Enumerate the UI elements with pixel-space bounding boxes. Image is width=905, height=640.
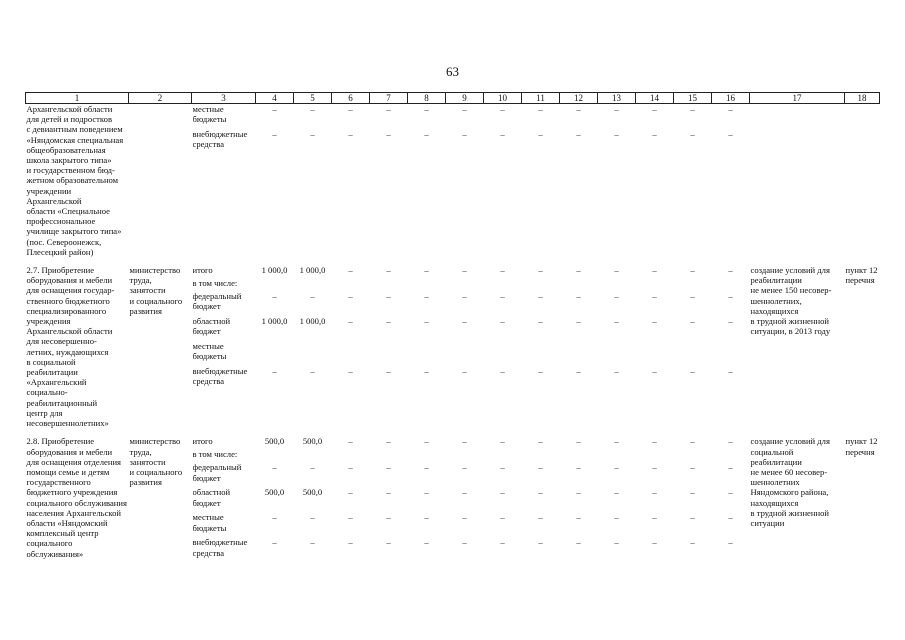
value-col-6: [332, 104, 370, 258]
value-cell: –: [386, 366, 391, 377]
value-cell: –: [728, 366, 733, 377]
value-cell: –: [310, 366, 315, 377]
value-cell: [409, 278, 445, 291]
value-cell: –: [462, 104, 467, 114]
value-col-9: [446, 436, 484, 562]
value-col-13: [598, 436, 636, 562]
value-cell: –: [310, 512, 315, 523]
value-col-14: [636, 265, 674, 428]
value-cell: –: [500, 462, 505, 473]
value-cell: [675, 341, 711, 366]
value-cell: –: [272, 291, 277, 302]
value-cell: –: [614, 436, 619, 447]
value-cell: [637, 449, 673, 462]
value-cell: 1 000,0: [299, 265, 326, 276]
value-cell: –: [576, 366, 581, 377]
value-col-4: [256, 265, 294, 428]
value-col-5: [294, 265, 332, 428]
value-cell: –: [728, 291, 733, 302]
value-col-12: [560, 265, 598, 428]
value-cell: –: [614, 316, 619, 327]
value-cell: –: [690, 462, 695, 473]
value-cell: –: [348, 462, 353, 473]
value-cell: –: [500, 291, 505, 302]
table-row: [26, 436, 880, 562]
header-col-5: 5: [294, 93, 332, 104]
value-col-14: [636, 104, 674, 258]
value-cell: –: [690, 436, 695, 447]
funding-source-label: итого: [192, 265, 213, 276]
value-cell: –: [500, 265, 505, 276]
measure-name: 2.7. Приобретение оборудования и мебели для оснащения государ- ственного бюджетного специализированного учреждения Архангельской области для несовершенно- летних, нуждающихся в социальной реабилитации «Архангельский социально- реабилитационный центр для несовершеннолетних»: [26, 265, 115, 429]
value-col-13: [598, 104, 636, 258]
value-cell: –: [614, 462, 619, 473]
value-cell: –: [652, 487, 657, 498]
value-cell: –: [348, 436, 353, 447]
value-cell: 500,0: [302, 436, 323, 447]
value-cell: –: [690, 291, 695, 302]
header-col-13: 13: [598, 93, 636, 104]
value-col-7: [370, 104, 408, 258]
value-cell: [333, 449, 369, 462]
value-cell: –: [500, 366, 505, 377]
value-cell: [675, 449, 711, 462]
value-cell: –: [386, 265, 391, 276]
value-cell: –: [348, 104, 353, 114]
reference: [845, 104, 880, 258]
value-cell: –: [348, 265, 353, 276]
value-cell: –: [424, 366, 429, 377]
value-cell: [485, 449, 521, 462]
header-col-10: 10: [484, 93, 522, 104]
header-row: [26, 93, 880, 104]
value-cell: –: [348, 316, 353, 327]
value-col-15: [674, 104, 712, 258]
value-cell: –: [424, 104, 429, 114]
value-cell: –: [652, 291, 657, 302]
value-cell: –: [538, 291, 543, 302]
value-cell: –: [348, 366, 353, 377]
executor: министерство труда, занятости и социального развития: [129, 265, 183, 316]
value-cell: –: [386, 436, 391, 447]
value-cell: [409, 341, 445, 366]
value-cell: –: [614, 104, 619, 114]
header-col-1: 1: [26, 93, 129, 104]
value-cell: [523, 449, 559, 462]
value-cell: –: [310, 104, 315, 114]
value-cell: [409, 449, 445, 462]
value-cell: –: [614, 487, 619, 498]
value-cell: –: [500, 316, 505, 327]
value-cell: –: [310, 462, 315, 473]
value-cell: [295, 341, 331, 366]
value-cell: [523, 278, 559, 291]
value-cell: –: [272, 104, 277, 114]
value-cell: –: [690, 366, 695, 377]
value-cell: –: [462, 537, 467, 548]
value-cell: –: [652, 366, 657, 377]
value-col-16: [712, 436, 750, 562]
value-cell: [333, 278, 369, 291]
value-cell: [371, 449, 407, 462]
funding-source-label: местные бюджеты: [192, 341, 227, 362]
funding-source-label: внебюджетные средства: [192, 366, 248, 387]
value-cell: –: [652, 537, 657, 548]
funding-source-label: в том числе:: [192, 278, 238, 289]
value-col-12: [560, 104, 598, 258]
value-cell: –: [424, 487, 429, 498]
funding-source-label: местные бюджеты: [192, 104, 227, 125]
value-cell: [257, 278, 293, 291]
value-cell: –: [272, 512, 277, 523]
value-cell: –: [652, 512, 657, 523]
value-cell: –: [652, 436, 657, 447]
table-row: [26, 104, 880, 258]
value-cell: –: [348, 129, 353, 139]
value-cell: –: [728, 129, 733, 139]
value-cell: [713, 278, 749, 291]
value-cell: –: [310, 129, 315, 139]
value-cell: –: [690, 265, 695, 276]
row-gap: [26, 428, 880, 436]
value-cell: –: [500, 436, 505, 447]
value-cell: –: [462, 462, 467, 473]
executor: министерство труда, занятости и социального развития: [129, 436, 183, 488]
value-cell: [713, 449, 749, 462]
value-cell: –: [614, 129, 619, 139]
value-col-9: [446, 265, 484, 428]
value-cell: –: [652, 462, 657, 473]
value-cell: –: [614, 366, 619, 377]
value-cell: –: [424, 129, 429, 139]
value-cell: –: [424, 512, 429, 523]
value-cell: –: [538, 129, 543, 139]
value-cell: [637, 278, 673, 291]
value-cell: –: [462, 512, 467, 523]
funding-source-label: внебюджетные средства: [192, 129, 248, 150]
value-cell: –: [538, 316, 543, 327]
header-col-9: 9: [446, 93, 484, 104]
value-cell: –: [386, 291, 391, 302]
value-col-4: [256, 436, 294, 562]
value-cell: –: [728, 436, 733, 447]
funding-source-label: областной бюджет: [192, 487, 231, 508]
header-col-3: 3: [192, 93, 256, 104]
funding-source-label: федеральный бюджет: [192, 291, 242, 312]
value-cell: –: [538, 104, 543, 114]
value-col-16: [712, 104, 750, 258]
value-cell: –: [576, 129, 581, 139]
value-cell: 1 000,0: [261, 265, 288, 276]
value-cell: –: [576, 487, 581, 498]
executor: [129, 104, 192, 258]
value-cell: –: [272, 366, 277, 377]
value-col-11: [522, 104, 560, 258]
value-cell: [447, 278, 483, 291]
value-cell: –: [272, 462, 277, 473]
table-body: [26, 104, 880, 563]
value-cell: –: [424, 265, 429, 276]
value-cell: –: [538, 537, 543, 548]
value-cell: –: [500, 487, 505, 498]
value-cell: [371, 341, 407, 366]
value-cell: [637, 341, 673, 366]
header-col-17: 17: [750, 93, 845, 104]
value-cell: –: [500, 129, 505, 139]
value-cell: [447, 341, 483, 366]
value-cell: 500,0: [264, 487, 285, 498]
value-cell: [561, 341, 597, 366]
value-col-10: [484, 436, 522, 562]
expected-result: [750, 104, 845, 258]
value-cell: –: [614, 291, 619, 302]
value-cell: –: [576, 316, 581, 327]
value-cell: –: [348, 487, 353, 498]
value-col-15: [674, 436, 712, 562]
value-col-5: [294, 436, 332, 562]
value-cell: [295, 449, 331, 462]
header-col-8: 8: [408, 93, 446, 104]
value-cell: –: [652, 104, 657, 114]
header-col-4: 4: [256, 93, 294, 104]
value-cell: –: [310, 291, 315, 302]
value-cell: [295, 278, 331, 291]
value-cell: –: [728, 487, 733, 498]
value-cell: –: [538, 487, 543, 498]
value-cell: [561, 278, 597, 291]
value-cell: –: [538, 366, 543, 377]
value-cell: [257, 449, 293, 462]
value-cell: –: [500, 104, 505, 114]
value-cell: –: [652, 265, 657, 276]
value-col-4: [256, 104, 294, 258]
value-cell: –: [462, 487, 467, 498]
table-row: [26, 265, 880, 428]
header-col-14: 14: [636, 93, 674, 104]
value-cell: –: [690, 537, 695, 548]
header-col-12: 12: [560, 93, 598, 104]
value-cell: –: [652, 129, 657, 139]
value-cell: –: [576, 436, 581, 447]
value-col-5: [294, 104, 332, 258]
funding-source-label: областной бюджет: [192, 316, 231, 337]
page-number: 63: [446, 64, 459, 79]
value-cell: –: [310, 537, 315, 548]
value-cell: –: [386, 487, 391, 498]
value-cell: –: [690, 104, 695, 114]
value-cell: 500,0: [302, 487, 323, 498]
expected-result: создание условий для социальной реабилитации не менее 60 несовер- шеннолетних Няндомского района, находящихся в трудной жизненной ситуации: [750, 436, 830, 528]
funding-sources: [192, 265, 256, 428]
value-cell: –: [424, 537, 429, 548]
value-cell: –: [538, 462, 543, 473]
value-col-8: [408, 104, 446, 258]
value-cell: –: [386, 316, 391, 327]
value-cell: [599, 341, 635, 366]
value-cell: –: [652, 316, 657, 327]
value-cell: [485, 278, 521, 291]
value-col-13: [598, 265, 636, 428]
reference: пункт 12 перечня: [845, 436, 878, 457]
value-col-15: [674, 265, 712, 428]
value-cell: –: [728, 316, 733, 327]
funding-sources: [192, 436, 256, 562]
value-cell: –: [576, 104, 581, 114]
value-cell: –: [386, 462, 391, 473]
value-cell: –: [462, 436, 467, 447]
value-cell: –: [728, 265, 733, 276]
value-col-7: [370, 265, 408, 428]
value-col-7: [370, 436, 408, 562]
value-cell: 1 000,0: [261, 316, 288, 327]
value-col-16: [712, 265, 750, 428]
value-cell: –: [690, 487, 695, 498]
header-col-18: 18: [845, 93, 880, 104]
value-col-9: [446, 104, 484, 258]
value-cell: –: [272, 537, 277, 548]
value-cell: 500,0: [264, 436, 285, 447]
value-col-6: [332, 436, 370, 562]
value-cell: –: [728, 512, 733, 523]
value-cell: –: [576, 512, 581, 523]
value-cell: [257, 341, 293, 366]
value-cell: –: [728, 537, 733, 548]
budget-table: [25, 92, 880, 562]
value-cell: [713, 341, 749, 366]
funding-source-label: итого: [192, 436, 213, 447]
value-cell: –: [576, 265, 581, 276]
value-cell: –: [424, 436, 429, 447]
value-cell: [447, 449, 483, 462]
value-cell: –: [424, 316, 429, 327]
header-col-2: 2: [129, 93, 192, 104]
value-cell: –: [386, 129, 391, 139]
value-cell: –: [462, 316, 467, 327]
value-col-11: [522, 436, 560, 562]
value-cell: –: [386, 537, 391, 548]
value-cell: [675, 278, 711, 291]
value-cell: –: [272, 129, 277, 139]
value-col-6: [332, 265, 370, 428]
value-cell: [485, 341, 521, 366]
value-cell: [599, 449, 635, 462]
funding-source-label: местные бюджеты: [192, 512, 227, 533]
value-cell: –: [348, 512, 353, 523]
value-cell: –: [386, 104, 391, 114]
value-cell: –: [386, 512, 391, 523]
value-cell: –: [576, 462, 581, 473]
value-cell: –: [576, 537, 581, 548]
value-cell: –: [500, 537, 505, 548]
value-col-12: [560, 436, 598, 562]
value-cell: –: [576, 291, 581, 302]
value-cell: –: [614, 265, 619, 276]
measure-name: Архангельской области для детей и подростков с девиантным поведением «Няндомская специальная общеобразовательная школа закрытого типа» и государственном бюд- жетном образовательном учреждении Архангельской области «Специальное профессиональное училище закрытого типа» (пос. Североонежск, Плесецкий район): [26, 104, 124, 257]
value-cell: [523, 341, 559, 366]
header-col-15: 15: [674, 93, 712, 104]
value-cell: –: [538, 512, 543, 523]
value-cell: –: [348, 291, 353, 302]
value-cell: –: [462, 265, 467, 276]
value-cell: –: [614, 512, 619, 523]
funding-source-label: в том числе:: [192, 449, 238, 460]
value-cell: –: [462, 291, 467, 302]
value-col-11: [522, 265, 560, 428]
value-cell: –: [462, 366, 467, 377]
header-col-11: 11: [522, 93, 560, 104]
row-gap: [26, 257, 880, 265]
value-cell: –: [538, 436, 543, 447]
value-col-8: [408, 265, 446, 428]
value-cell: 1 000,0: [299, 316, 326, 327]
header-col-6: 6: [332, 93, 370, 104]
value-col-14: [636, 436, 674, 562]
value-cell: –: [538, 265, 543, 276]
funding-sources: [192, 104, 256, 258]
value-cell: –: [728, 462, 733, 473]
value-col-8: [408, 436, 446, 562]
value-cell: –: [462, 129, 467, 139]
header-col-16: 16: [712, 93, 750, 104]
value-col-10: [484, 104, 522, 258]
value-cell: –: [728, 104, 733, 114]
value-cell: [599, 278, 635, 291]
value-cell: –: [424, 291, 429, 302]
measure-name: 2.8. Приобретение оборудования и мебели для оснащения отделения помощи семье и детям государственного бюджетного учреждения социального обслуживания населения Архангельской области «Няндомский комплексный центр социального обслуживания»: [26, 436, 127, 559]
value-cell: –: [348, 537, 353, 548]
value-cell: –: [500, 512, 505, 523]
value-cell: –: [690, 316, 695, 327]
value-cell: –: [424, 462, 429, 473]
expected-result: создание условий для реабилитации не менее 150 несовер- шеннолетних, находящихся в трудной жизненной ситуации, в 2013 году: [750, 265, 832, 337]
value-cell: –: [690, 129, 695, 139]
value-cell: –: [690, 512, 695, 523]
funding-source-label: федеральный бюджет: [192, 462, 242, 483]
value-cell: [561, 449, 597, 462]
header-col-7: 7: [370, 93, 408, 104]
value-cell: [333, 341, 369, 366]
reference: пункт 12 перечня: [845, 265, 878, 286]
value-col-10: [484, 265, 522, 428]
value-cell: –: [614, 537, 619, 548]
value-cell: [371, 278, 407, 291]
funding-source-label: внебюджетные средства: [192, 537, 248, 558]
